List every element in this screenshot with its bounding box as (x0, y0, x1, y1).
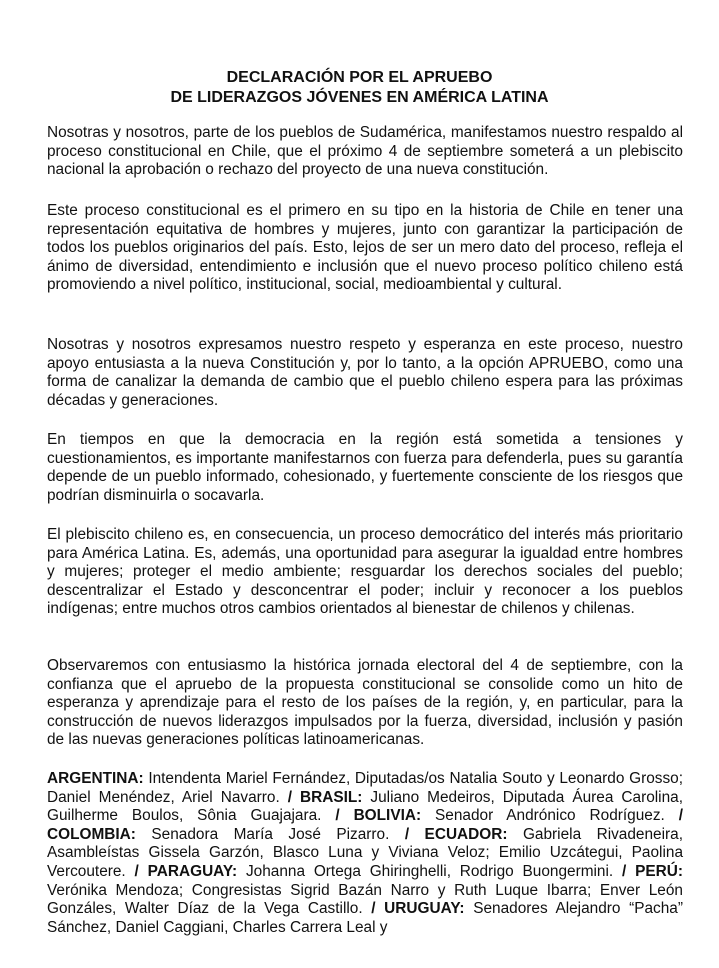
country-bolivia: / BOLIVIA: (335, 807, 422, 825)
names-ecuador: Gabriela Rivadeneira, Asambleístas Gissela Garzón, Blasco Luna y Viviana Veloz; Emilio Uzcátegui, Paolina Vercoutere. (47, 825, 683, 880)
country-colombia: / COLOMBIA: (47, 807, 683, 843)
paragraph-1: Nosotras y nosotros, parte de los pueblos de Sudamérica, manifestamos nuestro respaldo al proceso constitucional en Chile, que el próximo 4 de septiembre someterá a un plebiscito nacional la aprobación o rechazo del proyecto de una nueva constitución. (47, 124, 683, 179)
declaration-title (0, 68, 719, 108)
signatories-list (47, 770, 683, 937)
country-peru: / PERÚ: (622, 862, 683, 880)
country-argentina: ARGENTINA: (47, 770, 144, 787)
names-paraguay: Johanna Ortega Ghiringhelli, Rodrigo Buongermini. (237, 862, 623, 880)
names-peru: Verónika Mendoza; Congresistas Sigrid Bazán Narro y Ruth Luque Ibarra; Enver León Gonzáles, Walter Díaz de la Vega Castillo. (47, 881, 683, 918)
names-colombia: Senadora María José Pizarro. (135, 825, 405, 843)
names-argentina: Intendenta Mariel Fernández, Diputadas/os Natalia Souto y Leonardo Grosso; Daniel Menéndez, Ariel Navarro. (47, 770, 683, 806)
country-uruguay: / URUGUAY: (371, 900, 465, 918)
names-uruguay: Senadores Alejandro “Pacha” Sánchez, Daniel Caggiani, Charles Carrera Leal y (47, 900, 683, 936)
paragraph-5: El plebiscito chileno es, en consecuencia, un proceso democrático del interés más prioritario para América Latina. Es, además, una oportunidad para asegurar la igualdad entre hombres y mujeres; proteger el medio ambiente; resguardar los derechos sociales del pueblo; descentralizar el Estado y desconcentrar el poder; incluir y reconocer a los pueblos indígenas; entre muchos otros cambios orientados al bienestar de chilenos y chilenas. (47, 526, 683, 618)
names-brasil: Juliano Medeiros, Diputada Áurea Carolina, Guilherme Boulos, Sônia Guajajara. (47, 788, 683, 825)
title-line-1: DECLARACIÓN POR EL APRUEBO (226, 69, 493, 86)
paragraph-4: En tiempos en que la democracia en la región está sometida a tensiones y cuestionamientos, es importante manifestarnos con fuerza para defenderla, pues su garantía depende de un pueblo informado, cohesionado, y fuertemente consciente de los riesgos que podrían disminuirla o socavarla. (47, 431, 683, 504)
country-ecuador: / ECUADOR: (404, 825, 508, 843)
country-brasil: / BRASIL: (287, 788, 363, 806)
title-line-2: DE LIDERAZGOS JÓVENES EN AMÉRICA LATINA (170, 89, 549, 106)
country-paraguay: / PARAGUAY: (134, 862, 238, 880)
paragraph-3: Nosotras y nosotros expresamos nuestro respeto y esperanza en este proceso, nuestro apoyo entusiasta a la nueva Constitución y, por lo tanto, a la opción APRUEBO, como una forma de canalizar la demanda de cambio que el pueblo chileno espera para las próximas décadas y generaciones. (47, 336, 683, 409)
names-bolivia: Senador Andrónico Rodríguez. (421, 807, 679, 825)
paragraph-2: Este proceso constitucional es el primero en su tipo en la historia de Chile en tener una representación equitativa de hombres y mujeres, junto con garantizar la participación de todos los pueblos originarios del país. Esto, lejos de ser un mero dato del proceso, refleja el ánimo de diversidad, entendimiento e inclusión que el nuevo proceso político chileno está promoviendo a nivel político, institucional, social, medioambiental y cultural. (47, 202, 683, 294)
paragraph-6: Observaremos con entusiasmo la histórica jornada electoral del 4 de septiembre, con la confianza que el apruebo de la propuesta constitucional se consolide como un hito de esperanza y aprendizaje para el resto de los países de la región, y, en particular, para la construcción de nuevos liderazgos impulsados por la fuerza, diversidad, inclusión y pasión de las nuevas generaciones políticas latinoamericanas. (47, 657, 683, 749)
